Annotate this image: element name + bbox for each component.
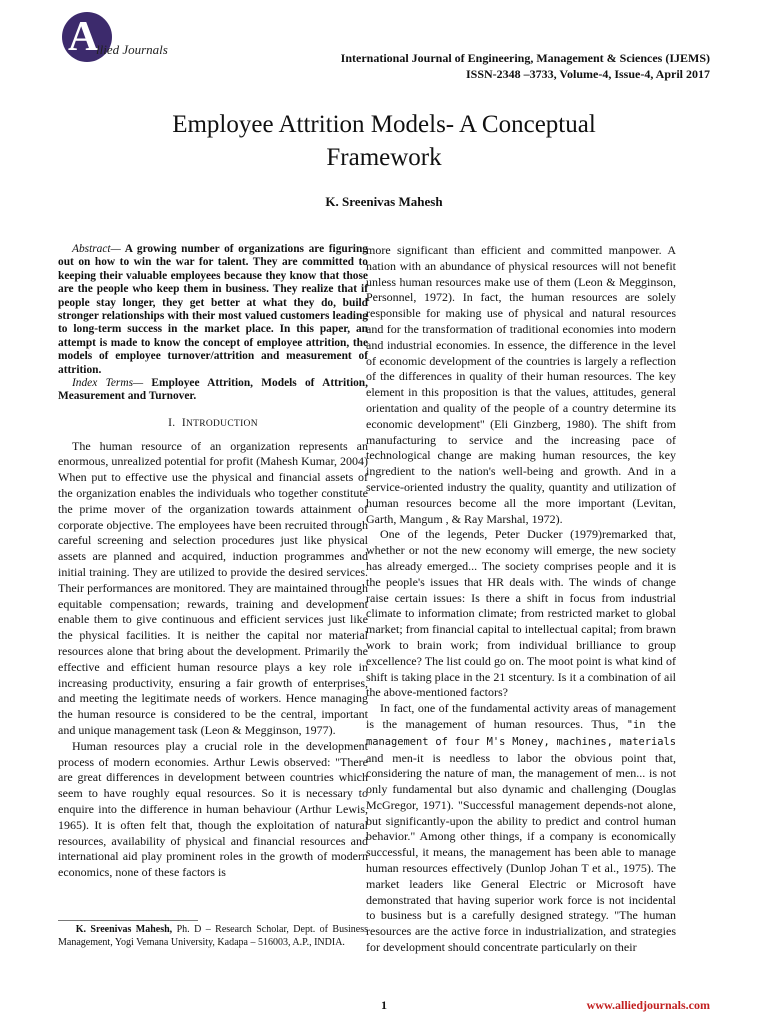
logo-text: llied Journals xyxy=(96,42,168,57)
paragraph: The human resource of an organization represents an enormous, unrealized potential for profit (Mahesh Kumar, 2004) When put to effective use the physical and financial assets of the organization enables the individuals who together constitute the prime mover of the organization towards attainment of corporate objective. The employees have been recruited through careful screening and selection procedures just like physical assets are planned and acquired, induction programmes and initial training. They are utilized to provide the desired services. Their performances are monitored. They are maintained through equitable compensation; rewards, training and development enable them to give continuous and efficient services just like the physical facilities. It is neither the capital nor material resources alone that bring about the development. Primarily the effective and efficient human resource plays a key role in increasing productivity, ensuring a fair growth of enterprises, and meeting the legitimate needs of workers. Hence managing the human resource is considered to be the central, important and unique management task (Leon & Megginson, 1977). xyxy=(58,438,368,738)
journal-header xyxy=(341,50,710,82)
footnote-divider xyxy=(58,920,198,921)
paper-title xyxy=(0,108,768,174)
logo-letter: A xyxy=(68,14,99,60)
section-rest: NTRODUCTION xyxy=(185,418,258,429)
paragraph: more significant than efficient and committed manpower. A nation with an abundance of physical resources will not benefit unless human resources make use of them (Leon & Megginson, Personnel, 1972). In fact, the human resources are solely responsible for making use of physical and natural resources and for the transformation of traditional economies into modern and industrial economies. In essence, the difference in the level of economic development of the countries is largely a reflection of the differences in quality of their human resources. The key element in this proposition is that the values, attitudes, general orientation and quality of the people of a country determine its economic development" (Eli Ginzberg, 1980). The shift from manufacturing to service and the increasing pace of technological change are making human resources, the key ingredient to the nation's well-being and growth. And in a service-oriented industry the quality, quantity and utilization of human resources become all the more important (Levitan, Garth, Mangum , & Ray Marshal, 1972). xyxy=(366,243,676,526)
abstract xyxy=(58,243,368,377)
abstract-label: Abstract— xyxy=(72,243,121,255)
section-number: I. xyxy=(168,416,176,429)
page-number: 1 xyxy=(381,998,387,1012)
quote-mono: "in the management of four M's Money, machines, materials xyxy=(366,718,676,748)
index-terms xyxy=(58,377,368,404)
journal-issn: ISSN-2348 –3733, Volume-4, Issue-4, April 2017 xyxy=(465,67,710,81)
paragraph-part: In fact, one of the fundamental activity areas of management is the management of human resources. Thus, xyxy=(366,701,676,731)
author-footnote xyxy=(58,923,368,949)
paragraph-part: and men-it is needless to labor the obvious point that, considering the nature of man, the management of men... is not only fundamental but also dynamic and challenging (Douglas McGregor, 1971). "Successful management depends-not alone, but significantly-upon the ability to predict and control human behavior." Among other things, if a company is economically successful, it means, the management has been able to manage human resources effectively (Dunlop Johan T et al., 1975). The market leaders like General Electric or Microsoft have demonstrated that having superior work force is not incidental to business but is a carefully designed strategy. "The human resources are the active force in industrialization, and strategies for development should concentrate particularly on their xyxy=(366,750,676,955)
paragraph xyxy=(366,701,676,956)
journal-name: International Journal of Engineering, Management & Sciences (IJEMS) xyxy=(340,51,710,65)
paragraph: One of the legends, Peter Ducker (1979)remarked that, whether or not the new economy will emerge, the new society has already emerged... The society comprises people and it is the people's issues that HR deals with. The winds of change raise certain issues: Is there a shift in focus from industrial climate to information climate; from restricted market to global market; from financial capital to intellectual capital; from brawn work to brain work; from individual brilliance to group excellence? The list could go on. The moot point is what kind of shift is taking place in the 21 stcentury. Is it a combination of ail the above-mentioned factors? xyxy=(366,527,676,700)
right-column xyxy=(366,243,676,956)
section-heading-introduction xyxy=(58,416,368,433)
footnote-text: Ph. D – Research Scholar, Dept. of Business Management, Yogi Vemana University, Kadapa – 516003, A.P., INDIA. xyxy=(58,924,368,948)
paper-author: K. Sreenivas Mahesh xyxy=(325,194,443,209)
footnote-author: K. Sreenivas Mahesh, xyxy=(75,924,173,935)
index-terms-label: Index Terms— xyxy=(72,377,144,390)
abstract-text: A growing number of organizations are figuring out on how to win the war for talent. They are committed to keeping their valuable employees because they know that those are the people who keep them in business. They realize that if people stay longer, they get better at what they do, build stronger relationships with their most valued customers leading to long-term success in the market place. In this paper, an attempt is made to know the concept of employee attrition, the models of employee turnover/attrition and measurement of attrition. xyxy=(58,243,368,376)
paragraph: Human resources play a crucial role in the development process of modern economies. Arthur Lewis observed: "There are great differences in development between countries which seem to have roughly equal resources. So it is necessary to enquire into the difference in human behaviour (Arthur Lewis, 1965). It is often felt that, though the exploitation of natural resources, availability of physical and financial resources and international aid play prominent roles in the growth of modern economics, none of these factors is xyxy=(58,738,368,880)
allied-journals-logo xyxy=(58,10,188,66)
paper-title-text: Employee Attrition Models- A Conceptual Framework xyxy=(172,111,596,171)
website-link[interactable]: www.alliedjournals.com xyxy=(586,998,710,1012)
left-column xyxy=(58,243,368,881)
index-terms-text: Employee Attrition, Models of Attrition, Measurement and Turnover. xyxy=(58,377,368,403)
section-first-letter: I xyxy=(181,416,186,429)
